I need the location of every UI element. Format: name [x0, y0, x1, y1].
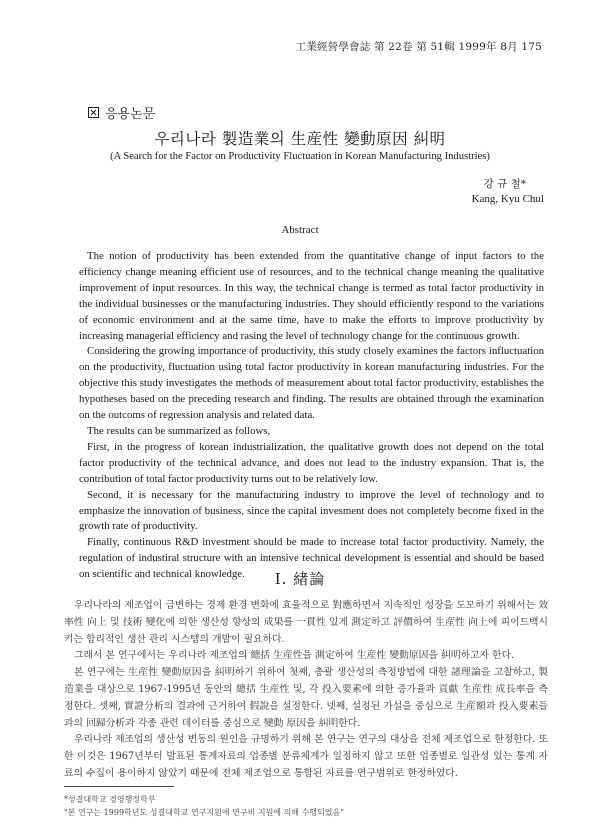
introduction-body: [64, 598, 548, 783]
footnotes: [64, 793, 344, 819]
body-paragraph: 우리나라 제조업의 생산성 변동의 원인을 규명하기 위해 본 연구는 연구의 대상을 전체 제조업으로 한정한다. 또한 이것은 1967년부터 발표된 통계자료의 업종별 분류체계가 일정하지 않고 또한 업종별로 일관성 있는 통계 자료의 수집이 용이하지 않았기 때문에 전체 제조업으로 통합된 자료를 연구범위로 한정하였다.: [64, 734, 548, 779]
abstract-heading: Abstract: [281, 224, 319, 236]
author-english-name: Kang, Kyu Chul: [471, 193, 544, 205]
author-korean-name: 강 규 철*: [483, 178, 526, 190]
body-paragraph: 그래서 본 연구에서는 우리나라 제조업의 總括 生産性을 測定하여 生産性 變動原因을 糾明하고자 한다.: [74, 650, 515, 662]
abstract-paragraph: Second, it is necessary for the manufacturing industry to improve the level of technology and to emphasize the innovation of business, since the capital invesment does not completely become fixed in the growth rate of productivity.: [79, 488, 544, 533]
section-heading-introduction: I. 緖論: [274, 570, 326, 588]
abstract-body: [79, 249, 544, 583]
abstract-paragraph: The notion of productivity has been extended from the quantitative change of input factors to the efficiency change meaning efficient use of resources, and to the technical change meaning the qualitative improvement of input resources. In this way, the technical change is termed as total factor productivity in the individual businesses or the manufacturing industries. They should efficiently respond to the variations of economic environment and at the same time, have to make the efforts to improve productivity by increasing managerial efficiency and rasing the level of technology change for the continuous growth.: [79, 250, 544, 342]
footnote-divider: [64, 786, 174, 787]
section-tag: [88, 103, 155, 122]
abstract-paragraph: First, in the progress of korean industrialization, the qualitative growth does not depend on the total factor productivity of the technical advance, and does not lead to the industry expansion. That is, the contribution of total factor productivity turns out to be relatively low.: [79, 440, 544, 485]
paper-subtitle: (A Search for the Factor on Productivity Fluctuation in Korean Manufacturing Industries): [110, 151, 490, 162]
boxed-x-icon: [88, 107, 99, 118]
footnote-funding: "본 연구는 1999학년도 성결대학교 연구지원에 연구비 지원에 의해 수행되었음": [64, 808, 344, 817]
abstract-paragraph: Considering the growing importance of productivity, this study closely examines the factors influctuation on the productivity, fluctuation using total factor productivity in korean manufacturing industries. For the objective this study investigates the methods of measurement about total factor productivity, establishes the hypotheses based on the preceding research and finding. The results are obtained through the examination on the outcoms of regression analysis and related data.: [79, 345, 544, 422]
abstract-paragraph: The results can be summarized as follows,: [87, 424, 271, 437]
running-head: 工業經營學會誌 第 22卷 第 51輯 1999年 8月 175: [295, 41, 542, 53]
abstract-paragraph: Finally, continuous R&D investment should be made to increase total factor productivity. Namely, the regulation of industiral structure with an intensive technical development is essential and should be based on scientific and technical knowledge.: [79, 536, 544, 581]
body-paragraph: 우리나라의 제조업이 급변하는 경제 환경 변화에 효율적으로 對應하면서 지속적인 성장을 도모하기 위해서는 效率性 向上 및 技術 變化에 의한 생산성 향상의 成果를 一貫性 있게 測定하고 評價하여 生産性 向上에 피이드백시키는 합리적인 생산 관리 시스템의 개발이 필요하다.: [64, 600, 548, 645]
footnote-affiliation: *성결대학교 경영행정학부: [64, 795, 156, 804]
body-paragraph: 본 연구에는 生産性 變動原因을 糾明하기 위하여 첫째, 총괄 생산성의 측정방법에 대한 諸理論을 고찰하고, 製造業을 대상으로 1967-1995년 동안의 總括 生産性 및, 각 投入要素에 의한 증가율과 貢獻 生産性 成長率을 측정한다. 셋째, 實證分析의 결과에 근거하여 假說을 설정한다. 넷째, 설정된 가설을 중심으로 生産額과 投入要素들과의 回歸分析과 각종 관련 데이터를 중심으로 變動 原因을 糾明한다.: [64, 667, 548, 729]
paper-title: 우리나라 製造業의 生産性 變動原因 糾明: [154, 130, 446, 148]
section-tag-label: 응용논문: [105, 107, 156, 122]
